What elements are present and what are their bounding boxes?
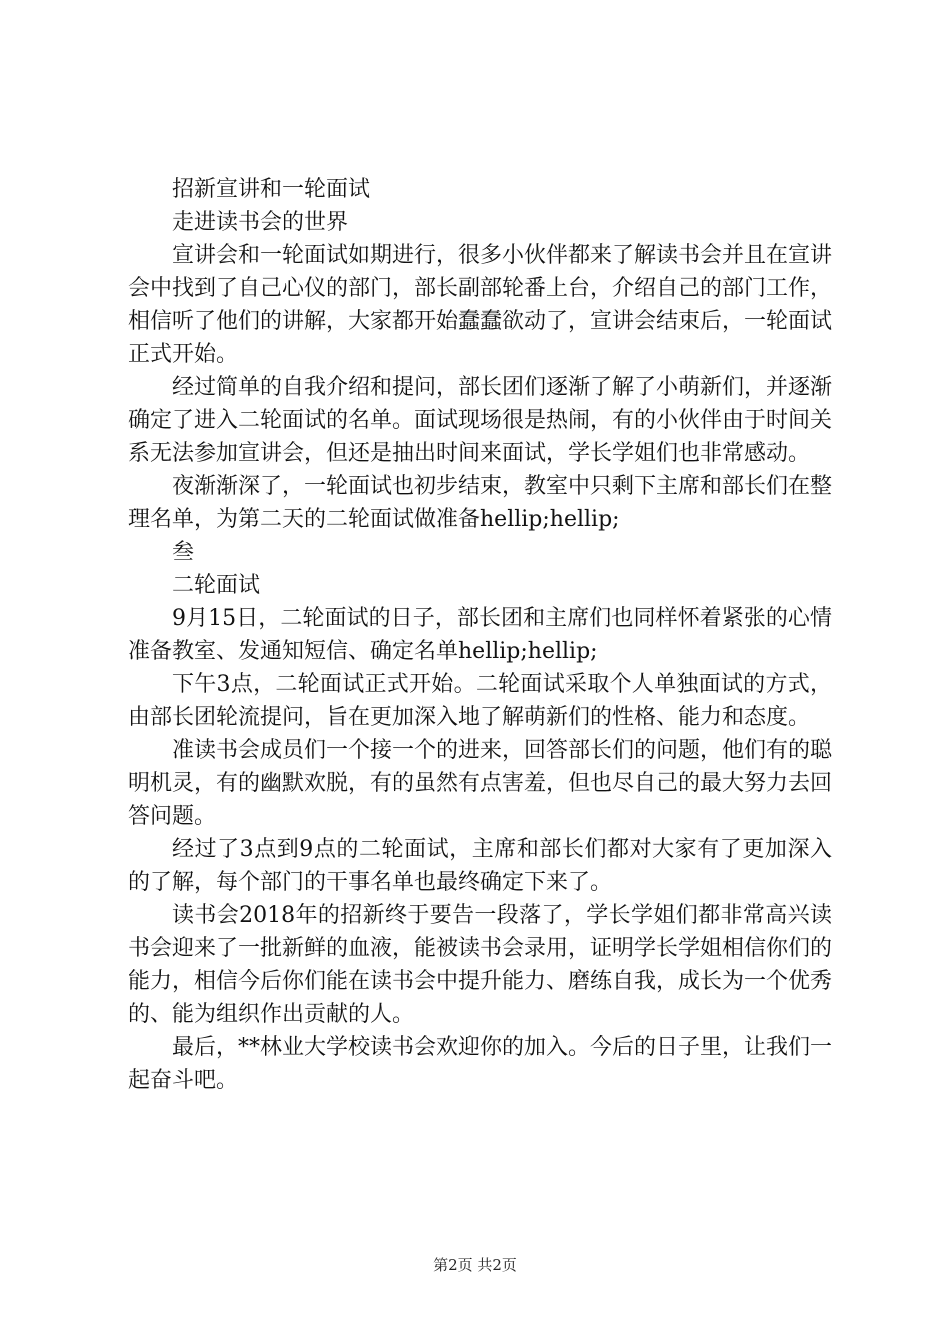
body-paragraph: 经过简单的自我介绍和提问，部长团们逐渐了解了小萌新们，并逐渐确定了进入二轮面试的名单。面试现场很是热闹，有的小伙伴由于时间关系无法参加宣讲会，但还是抽出时间来面试，学长学姐们也非常感动。 [128, 375, 833, 466]
section-title: 二轮面试 [172, 573, 261, 598]
page-footer: 第2页 共2页 [433, 1256, 517, 1274]
section-number: 叁 [172, 540, 195, 565]
body-paragraph: 9月15日，二轮面试的日子，部长团和主席们也同样怀着紧张的心情准备教室、发通知短信、确定名单hellip;hellip; [128, 606, 832, 664]
body-paragraph: 经过了3点到9点的二轮面试，主席和部长们都对大家有了更加深入的了解，每个部门的干事名单也最终确定下来了。 [128, 837, 832, 895]
body-paragraph: 最后，**林业大学校读书会欢迎你的加入。今后的日子里，让我们一起奋斗吧。 [128, 1035, 833, 1093]
body-paragraph: 读书会2018年的招新终于要告一段落了，学长学姐们都非常高兴读书会迎来了一批新鲜的血液，能被读书会录用，证明学长学姐相信你们的能力，相信今后你们能在读书会中提升能力、磨练自我，成长为一个优秀的、能为组织作出贡献的人。 [128, 903, 833, 1027]
body-paragraph: 准读书会成员们一个接一个的进来，回答部长们的问题，他们有的聪明机灵，有的幽默欢脱，有的虽然有点害羞，但也尽自己的最大努力去回答问题。 [128, 738, 833, 829]
document-body [128, 173, 832, 1097]
section-subtitle: 走进读书会的世界 [172, 210, 349, 235]
body-paragraph: 夜渐渐深了，一轮面试也初步结束，教室中只剩下主席和部长们在整理名单，为第二天的二轮面试做准备hellip;hellip; [128, 474, 833, 532]
body-paragraph: 下午3点，二轮面试正式开始。二轮面试采取个人单独面试的方式，由部长团轮流提问，旨在更加深入地了解萌新们的性格、能力和态度。 [128, 672, 832, 730]
section-title: 招新宣讲和一轮面试 [172, 177, 371, 202]
body-paragraph: 宣讲会和一轮面试如期进行，很多小伙伴都来了解读书会并且在宣讲会中找到了自己心仪的部门，部长副部轮番上台，介绍自己的部门工作，相信听了他们的讲解，大家都开始蠢蠢欲动了，宣讲会结束后，一轮面试正式开始。 [128, 243, 833, 367]
